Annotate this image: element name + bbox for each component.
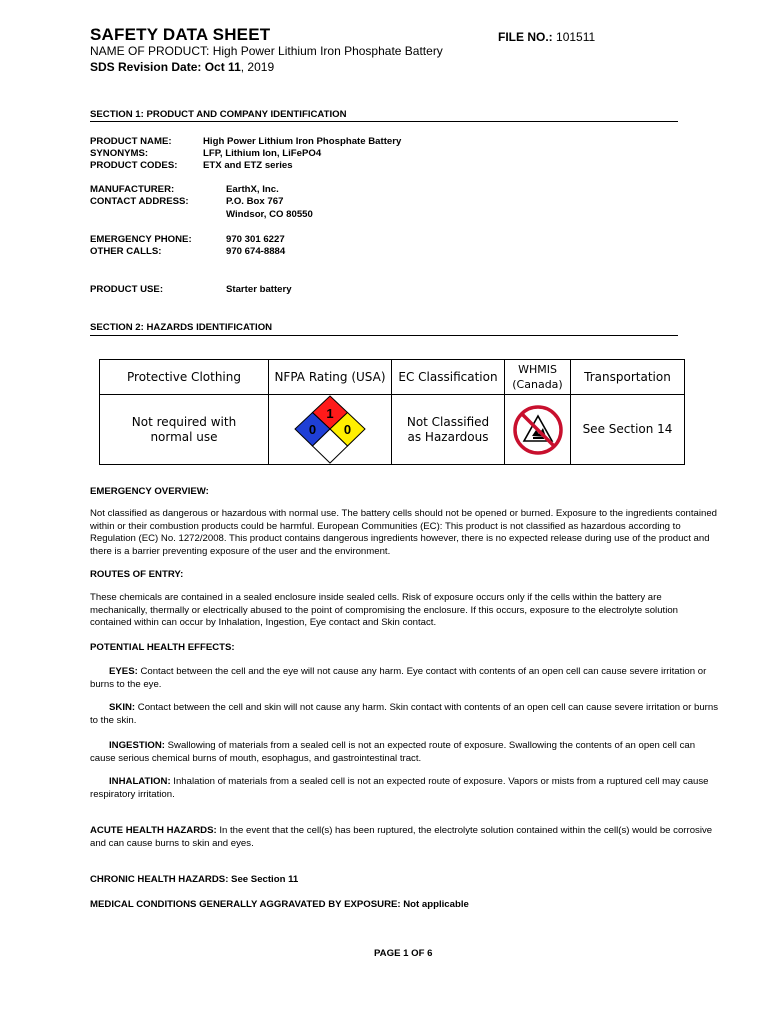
nfpa-diamond-icon (294, 395, 366, 465)
product-name-label: PRODUCT NAME: (90, 136, 172, 147)
transportation-value: See Section 14 (582, 422, 673, 436)
eyes-paragraph (90, 666, 718, 691)
inhalation-label: INHALATION: (109, 776, 171, 787)
emergency-overview-heading: EMERGENCY OVERVIEW: (90, 486, 209, 497)
skin-text: Contact between the cell and skin will not cause any harm. Skin contact with contents of an open cell can cause severe irritation or burns to the skin. (90, 702, 718, 726)
ec-classification-value (392, 395, 505, 464)
potential-health-heading: POTENTIAL HEALTH EFFECTS: (90, 642, 235, 653)
product-codes-value: ETX and ETZ series (203, 160, 293, 171)
acute-hazards-label: ACUTE HEALTH HAZARDS: (90, 825, 217, 836)
product-name-line (90, 44, 443, 58)
nfpa-health-value: 0 (308, 421, 317, 437)
acute-hazards-paragraph (90, 825, 718, 850)
protective-clothing-text: Not required with normal use (131, 414, 237, 444)
synonyms-label: SYNONYMS: (90, 148, 149, 159)
revision-date-day: Oct 11 (204, 60, 241, 74)
file-number-label: FILE NO.: (498, 30, 553, 44)
whmis-cell (505, 395, 571, 464)
routes-of-entry-text: These chemicals are contained in a sealed enclosure inside sealed cells. Risk of exposure occurs only if the cells within the battery are mechanically, thermally or electrically abused to the point of compromising the enclosure. If this occurs, exposure to the electrolyte solution contained within can occur by Inhalation, Ingestion, Eye contact and Skin contact. (90, 592, 678, 628)
medical-conditions: MEDICAL CONDITIONS GENERALLY AGGRAVATED BY EXPOSURE: Not applicable (90, 899, 469, 910)
contact-address-label: CONTACT ADDRESS: (90, 196, 189, 207)
no-hazard-symbol-icon (512, 404, 564, 456)
synonyms-value: LFP, Lithium Ion, LiFePO4 (203, 148, 322, 159)
header-whmis-line1: WHMIS (518, 363, 557, 376)
product-use-value: Starter battery (226, 284, 292, 295)
nfpa-diamond-cell (269, 395, 392, 464)
header-transportation: Transportation (571, 360, 684, 395)
product-codes-label: PRODUCT CODES: (90, 160, 178, 171)
hazard-classification-table (99, 359, 685, 465)
file-number-value: 101511 (556, 30, 596, 44)
chronic-hazards: CHRONIC HEALTH HAZARDS: See Section 11 (90, 874, 299, 885)
skin-paragraph (90, 702, 718, 727)
nfpa-flammability-value: 1 (326, 405, 334, 421)
section2-rule (90, 335, 678, 336)
header-whmis-line2: (Canada) (512, 378, 563, 391)
section1-rule (90, 121, 678, 122)
header-nfpa-rating: NFPA Rating (USA) (269, 360, 392, 395)
inhalation-text: Inhalation of materials from a sealed cell is not an expected route of exposure. Vapors or mists from a ruptured cell may cause respiratory irritation. (90, 776, 709, 800)
ingestion-label: INGESTION: (109, 740, 165, 751)
nfpa-instability-value: 0 (343, 421, 352, 437)
protective-clothing-value (100, 395, 269, 464)
contact-address-line2: Windsor, CO 80550 (226, 209, 313, 220)
emergency-overview-text: Not classified as dangerous or hazardous with normal use. The battery cells should not be opened or burned. Exposure to the ingredients contained within or their combustion products could be harmful. European Communities (EC): This product is not classified as hazardous according to Regulation (EC) No. 1272/2008. This product contains dangerous ingredients however, there is no expected release during use of the product and there is a barrier preventing exposure of the user and the environment. (90, 508, 717, 557)
emergency-phone-value: 970 301 6227 (226, 234, 285, 245)
product-name-line-label: NAME OF PRODUCT: (90, 44, 210, 58)
product-name-line-value: High Power Lithium Iron Phosphate Battery (212, 44, 443, 58)
page-number: PAGE 1 OF 6 (374, 948, 433, 959)
acute-hazards-text: In the event that the cell(s) has been ruptured, the electrolyte solution contained within the cell(s) would be corrosive and can cause burns to skin and eyes. (90, 825, 713, 849)
document-title: SAFETY DATA SHEET (90, 25, 271, 44)
manufacturer-value: EarthX, Inc. (226, 184, 279, 195)
section1-heading: SECTION 1: PRODUCT AND COMPANY IDENTIFICATION (90, 109, 347, 120)
header-ec-classification: EC Classification (392, 360, 505, 395)
inhalation-paragraph (90, 776, 718, 801)
ec-classification-text: Not Classified as Hazardous (406, 414, 490, 444)
manufacturer-label: MANUFACTURER: (90, 184, 175, 195)
skin-label: SKIN: (109, 702, 136, 713)
product-use-label: PRODUCT USE: (90, 284, 164, 295)
revision-date-year: , 2019 (240, 60, 275, 74)
contact-address-line1: P.O. Box 767 (226, 196, 284, 207)
ingestion-text: Swallowing of materials from a sealed cell is not an expected route of exposure. Swallowing the contents of an open cell can cause serious chemical burns of mouth, esophagus, and gastrointestinal tract. (90, 740, 696, 764)
emergency-phone-label: EMERGENCY PHONE: (90, 234, 192, 245)
file-number (498, 30, 595, 44)
eyes-label: EYES: (109, 666, 138, 677)
revision-date (90, 60, 274, 74)
header-whmis (505, 360, 571, 395)
other-calls-label: OTHER CALLS: (90, 246, 162, 257)
revision-date-label: SDS Revision Date: (90, 60, 202, 74)
routes-of-entry-heading: ROUTES OF ENTRY: (90, 569, 184, 580)
eyes-text: Contact between the cell and the eye will not cause any harm. Eye contact with contents of an open cell can cause severe irritation or burns to the eye. (90, 666, 707, 690)
section2-heading: SECTION 2: HAZARDS IDENTIFICATION (90, 322, 273, 333)
ingestion-paragraph (90, 740, 718, 765)
product-name-value: High Power Lithium Iron Phosphate Battery (203, 136, 402, 147)
other-calls-value: 970 674-8884 (226, 246, 286, 257)
header-protective-clothing: Protective Clothing (100, 360, 269, 395)
